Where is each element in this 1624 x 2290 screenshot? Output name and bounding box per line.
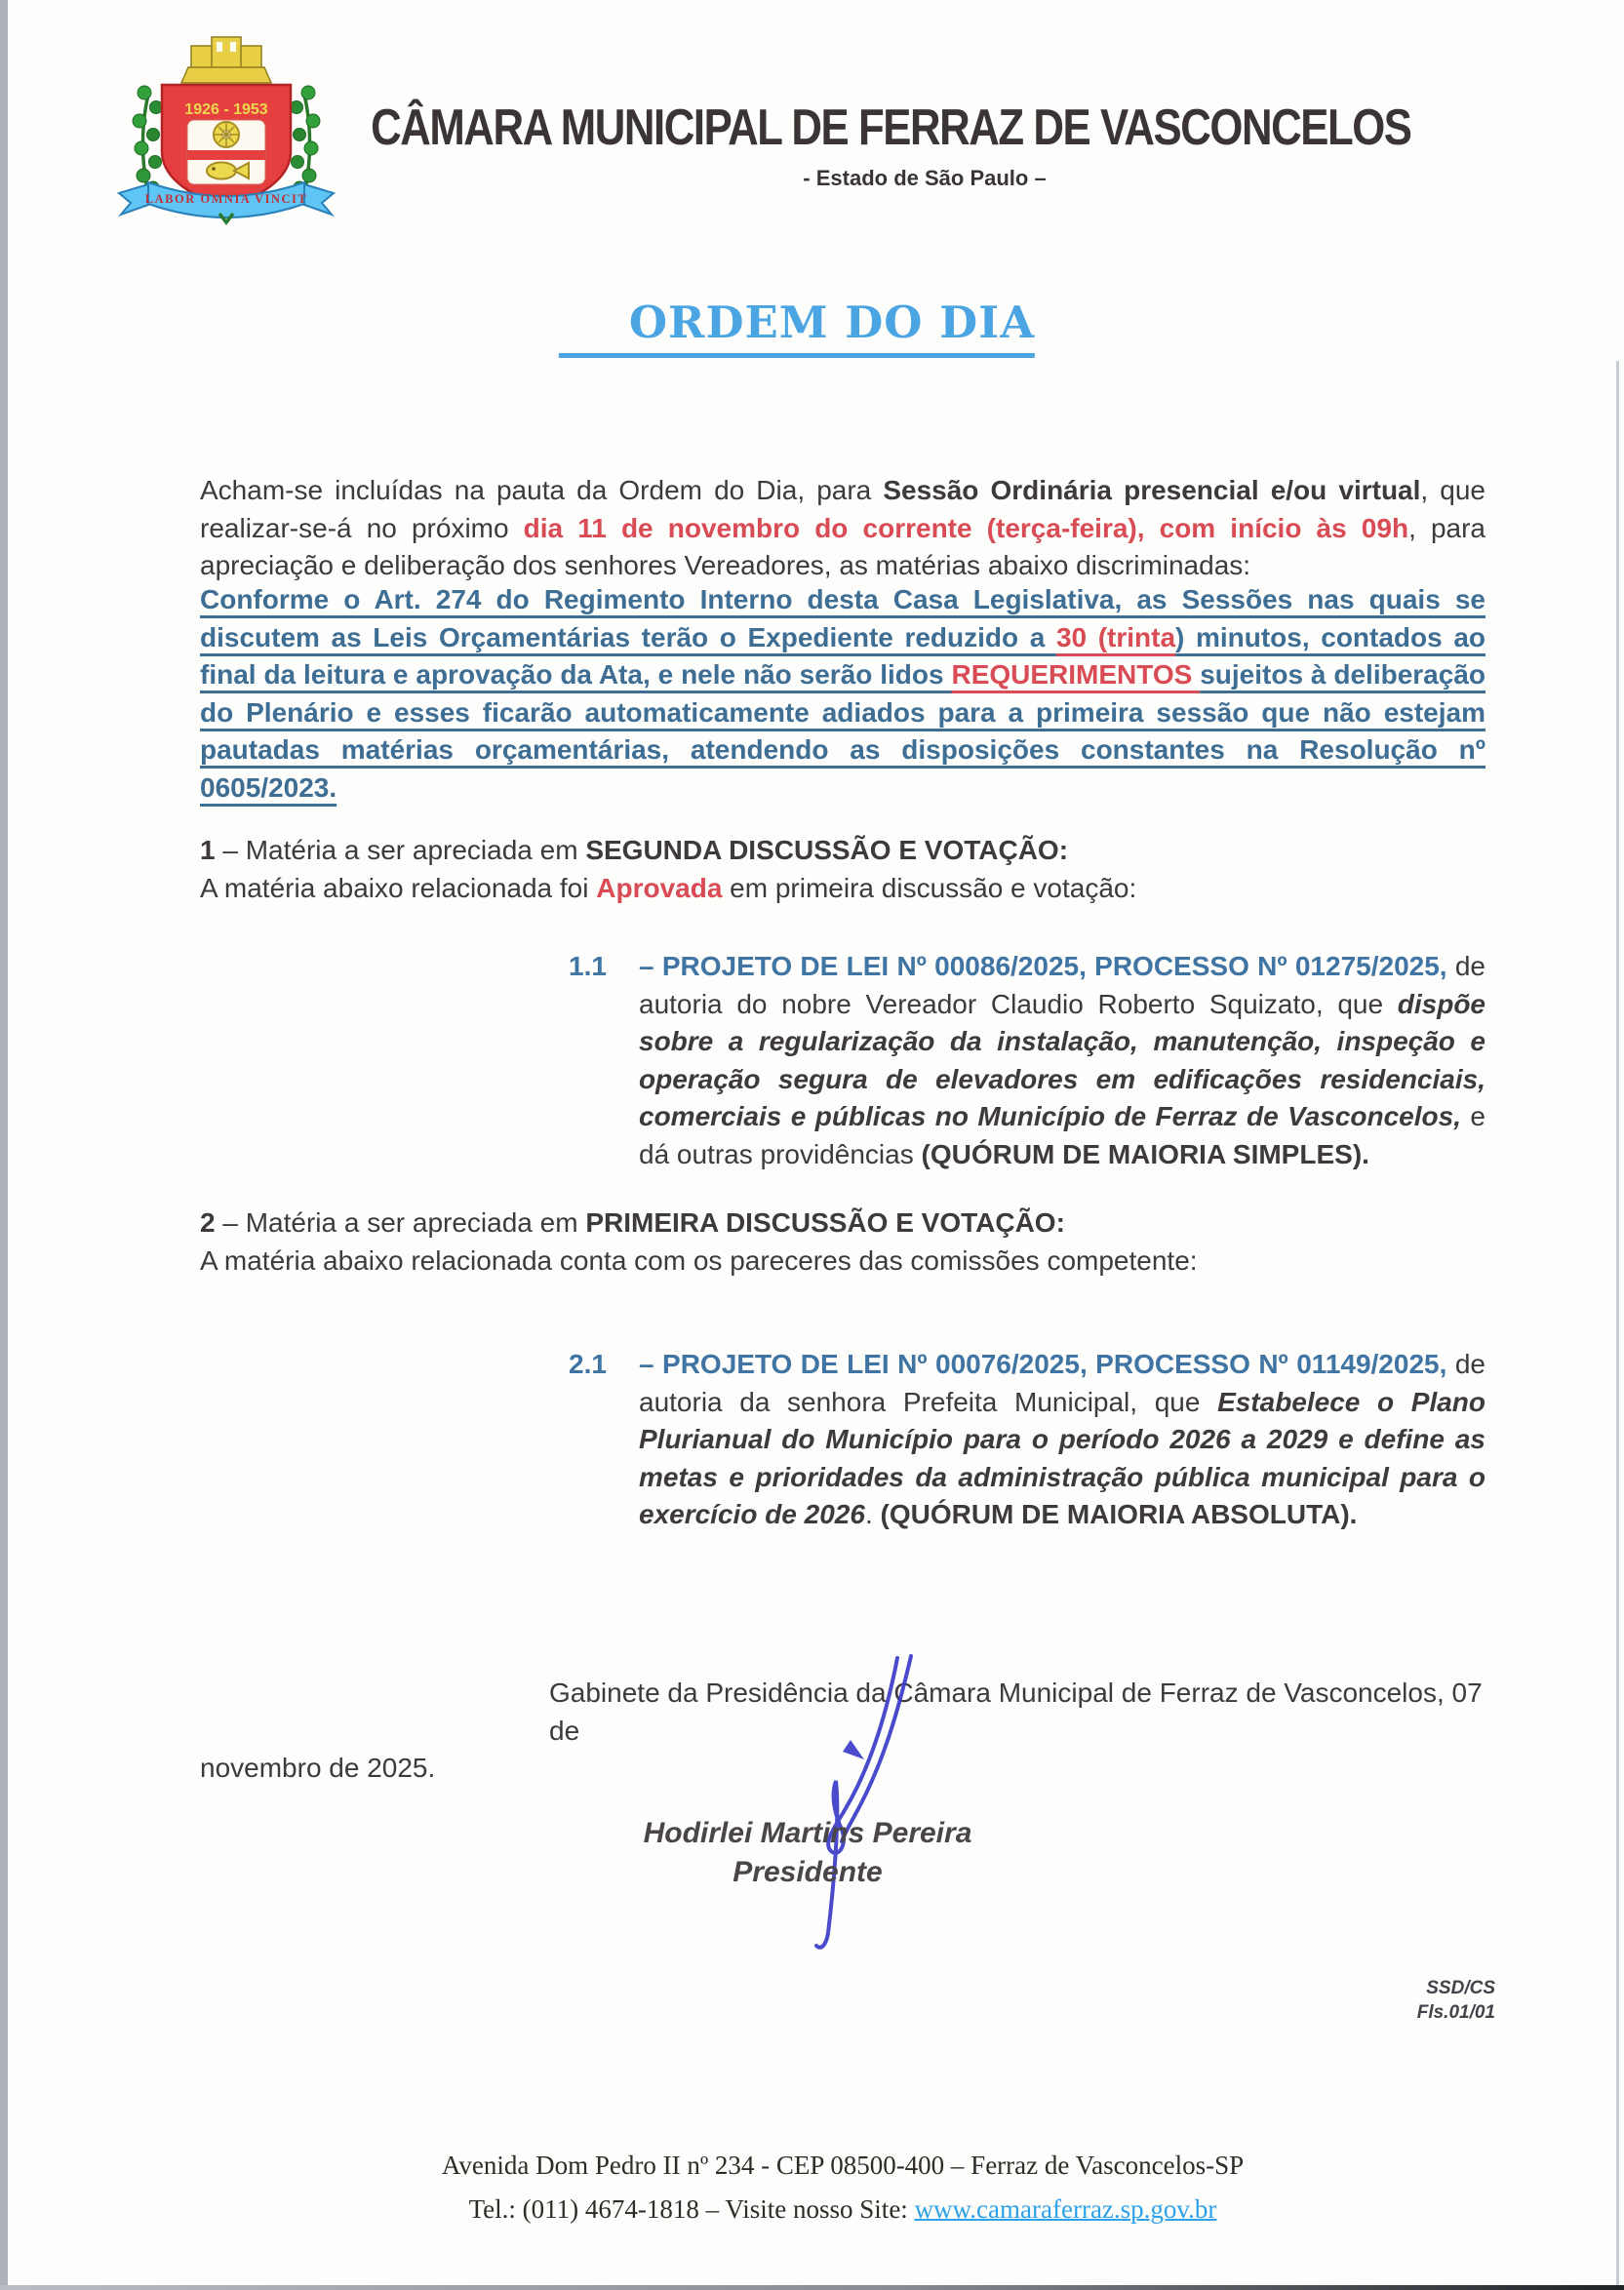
quorum-note: (QUÓRUM DE MAIORIA ABSOLUTA). xyxy=(880,1499,1358,1529)
signature-flourish xyxy=(843,1740,864,1759)
president-role: Presidente xyxy=(733,1856,883,1888)
shield-icon xyxy=(162,85,291,208)
bill-subject: Estabelece o Plano Plurianual do Município para o período 2026 a 2029 e define as metas e prioridades da administração pública municipal para o exercício de 2026 xyxy=(639,1386,1485,1529)
notice-minutes: 30 (trinta xyxy=(1055,621,1176,652)
notice-requerimentos: REQUERIMENTOS xyxy=(951,659,1201,690)
intro-text: , que realizar-se-á no próximo xyxy=(200,475,1485,543)
item-number: 1.1 xyxy=(569,951,607,981)
item-body: – PROJETO DE LEI Nº 00076/2025, PROCESSO Nº 01149/2025, de autoria da senhora Prefeita Municipal, que Estabelece o Plano Plurianual do Município para o período 2026 a 2029 e define as metas e prioridades da administração pública municipal para o exercício de 2026. (QUÓRUM DE MAIORIA ABSOLUTA). xyxy=(639,1349,1485,1529)
handwritten-signature xyxy=(743,1650,938,1972)
website-link[interactable]: www.camaraferraz.sp.gov.br xyxy=(914,2194,1217,2224)
section-1-subtitle: A matéria abaixo relacionada foi Aprovada em primeira discussão e votação: xyxy=(200,872,1137,903)
coat-of-arms xyxy=(84,29,369,226)
bill-subject: dispõe sobre a regularização da instalação, manutenção, inspeção e operação segura de elevadores em edificações residenciais, comerciais e públicas no Município de Ferraz de Vasconcelos, xyxy=(639,988,1485,1131)
section-1-heading xyxy=(200,832,1485,907)
scan-edge-bottom xyxy=(0,2285,1624,2290)
approved-status: Aprovada xyxy=(596,872,723,903)
scan-edge-left xyxy=(0,0,8,2290)
item-body: – PROJETO DE LEI Nº 00086/2025, PROCESSO Nº 01275/2025, de autoria do nobre Vereador Claudio Roberto Squizato, que dispõe sobre a regularização da instalação, manutenção, inspeção e operação segura de elevadores em edificações residenciais, comerciais e públicas no Município de Ferraz de Vasconcelos, e dá outras providências (QUÓRUM DE MAIORIA SIMPLES). xyxy=(639,951,1486,1169)
masthead xyxy=(343,98,1411,191)
document-title: ORDEM DO DIA xyxy=(559,296,1035,358)
gear-icon xyxy=(214,122,239,147)
bill-reference: – PROJETO DE LEI Nº 00086/2025, PROCESSO Nº 01275/2025, xyxy=(639,951,1447,981)
closing-line-1: Gabinete da Presidência da Câmara Municipal de Ferraz de Vasconcelos, 07 de xyxy=(549,1678,1483,1746)
crown-icon xyxy=(181,37,271,83)
institution-title: CÂMARA MUNICIPAL DE FERRAZ DE VASCONCELOS xyxy=(371,99,1411,156)
president-name: Hodirlei Martins Pereira xyxy=(643,1817,972,1849)
footer-contact: Tel.: (011) 4674-1818 – Visite nosso Site: www.camaraferraz.sp.gov.br xyxy=(468,2194,1217,2224)
page-footer xyxy=(200,2144,1485,2231)
intro-paragraph xyxy=(200,472,1485,585)
session-date-time: dia 11 de novembro do corrente (terça-feira), com início às 09h xyxy=(523,512,1409,543)
signature-block xyxy=(554,1814,1061,1892)
crest-dates: 1926 - 1953 xyxy=(184,101,268,118)
document-reference xyxy=(1297,1976,1495,2025)
section-2-heading xyxy=(200,1204,1485,1280)
section-2-subtitle: A matéria abaixo relacionada conta com os pareceres das comissões competente: xyxy=(200,1244,1198,1276)
closing-line-2: novembro de 2025. xyxy=(200,1753,436,1783)
item-number: 2.1 xyxy=(569,1349,607,1379)
docref-dept: SSD/CS xyxy=(1426,1978,1495,1998)
footer-address: Avenida Dom Pedro II nº 234 - CEP 08500-400 – Ferraz de Vasconcelos-SP xyxy=(441,2151,1245,2180)
intro-text: Acham-se incluídas na pauta da Ordem do Dia, para xyxy=(200,475,884,505)
crest-motto: LABOR OMNIA VINCIT xyxy=(144,192,308,206)
agenda-item-1-1 xyxy=(569,948,1485,1173)
quorum-note: (QUÓRUM DE MAIORIA SIMPLES). xyxy=(921,1138,1369,1169)
session-type: Sessão Ordinária presencial e/ou virtual xyxy=(883,475,1421,505)
agenda-item-2-1 xyxy=(569,1346,1485,1534)
bill-reference: – PROJETO DE LEI Nº 00076/2025, PROCESSO Nº 01149/2025, xyxy=(639,1349,1447,1379)
notice-text: ) minutos, contados ao final da leitura e aprovação da Ata, e nele não serão lidos xyxy=(200,621,1485,690)
scan-edge-right xyxy=(1616,361,1619,2285)
notice-text: Conforme o Art. 274 do Regimento Interno desta Casa Legislativa, as Sessões nas quais se discutem as Leis Orçamentárias terão o Expediente reduzido a xyxy=(200,584,1485,652)
section-1-title: 1 – Matéria a ser apreciada em SEGUNDA DISCUSSÃO E VOTAÇÃO: xyxy=(200,835,1069,865)
intro-text: , para apreciação e deliberação dos senhores Vereadores, as matérias abaixo discriminadas: xyxy=(200,512,1485,580)
regimento-notice xyxy=(200,581,1485,807)
docref-sheet: Fls.01/01 xyxy=(1416,2002,1495,2023)
notice-text: sujeitos à deliberação do Plenário e esses ficarão automaticamente adiados para a primeira sessão que não estejam pautadas matérias orçamentárias, atendendo as disposições constantes na Resolução nº 0605/2023. xyxy=(200,659,1485,803)
section-2-title: 2 – Matéria a ser apreciada em PRIMEIRA DISCUSSÃO E VOTAÇÃO: xyxy=(200,1207,1065,1238)
institution-subtitle: - Estado de São Paulo – xyxy=(803,166,1047,190)
